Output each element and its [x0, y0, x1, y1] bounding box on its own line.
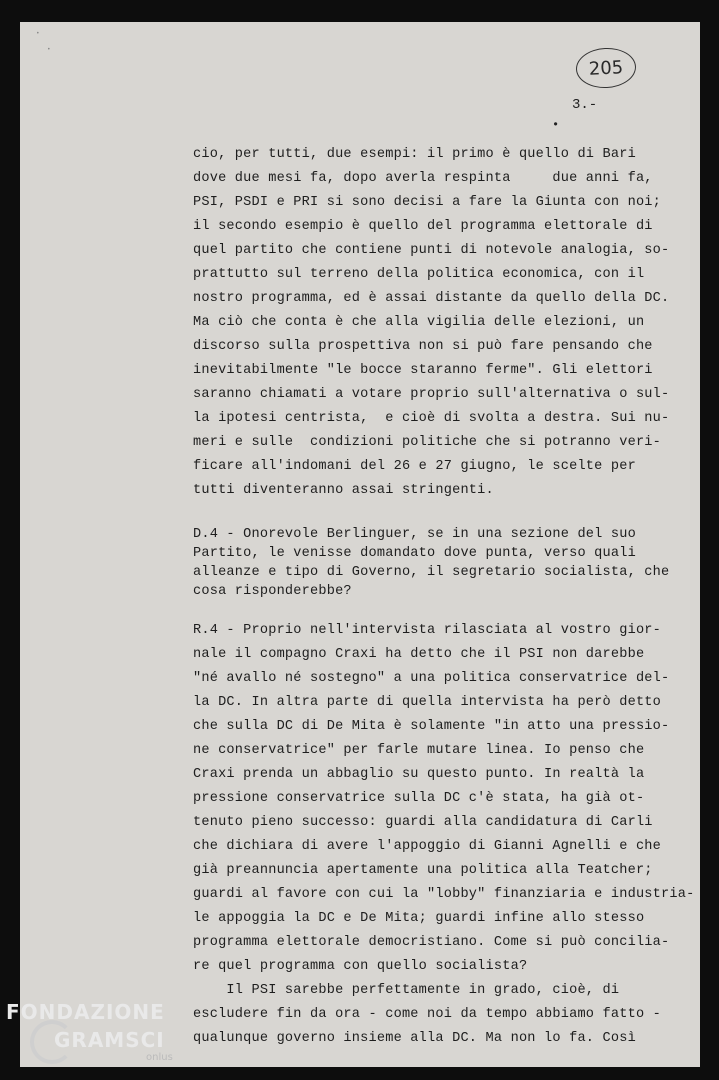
- text-line: pressione conservatrice sulla DC c'è stata, ha già ot-: [193, 791, 645, 806]
- text-line: saranno chiamati a votare proprio sull'alternativa o sul-: [193, 387, 670, 402]
- fondazione-gramsci-watermark: [6, 1000, 206, 1080]
- text-line: il secondo esempio è quello del programma elettorale di: [193, 219, 653, 234]
- watermark-suffix: onlus: [146, 1052, 173, 1063]
- ink-speck: •: [36, 30, 40, 37]
- text-line: prattutto sul terreno della politica economica, con il: [193, 267, 645, 282]
- text-line: già preannuncia apertamente una politica alla Teatcher;: [193, 863, 653, 878]
- question-4: [193, 525, 670, 601]
- text-line: la DC. In altra parte di quella intervista ha però detto: [193, 695, 662, 710]
- text-line: meri e sulle condizioni politiche che si potranno veri-: [193, 435, 662, 450]
- text-line: che sulla DC di De Mita è solamente "in atto una pressio-: [193, 719, 670, 734]
- text-line: dove due mesi fa, dopo averla respinta due anni fa,: [193, 171, 653, 186]
- text-line: tenuto pieno successo: guardi alla candidatura di Carli: [193, 815, 653, 830]
- text-line: che dichiara di avere l'appoggio di Gianni Agnelli e che: [193, 839, 662, 854]
- archive-number: 205: [588, 56, 624, 80]
- text-line: quel partito che contiene punti di notevole analogia, so-: [193, 243, 670, 258]
- text-line: programma elettorale democristiano. Come si può concilia-: [193, 935, 670, 950]
- ink-mark: •: [552, 118, 560, 132]
- text-line: la ipotesi centrista, e cioè di svolta a destra. Sui nu-: [193, 411, 670, 426]
- text-line: le appoggia la DC e De Mita; guardi infine allo stesso: [193, 911, 645, 926]
- text-line: Partito, le venisse domandato dove punta, verso quali: [193, 546, 636, 561]
- page-number: 3.-: [572, 97, 598, 113]
- text-line: PSI, PSDI e PRI si sono decisi a fare la Giunta con noi;: [193, 195, 662, 210]
- ink-speck: •: [47, 46, 51, 53]
- text-line: escludere fin da ora - come noi da tempo abbiamo fatto -: [193, 1007, 662, 1022]
- text-line: discorso sulla prospettiva non si può fare pensando che: [193, 339, 653, 354]
- text-line: re quel programma con quello socialista?: [193, 959, 528, 974]
- text-line: cosa risponderebbe?: [193, 584, 352, 599]
- text-line: Ma ciò che conta è che alla vigilia delle elezioni, un: [193, 315, 645, 330]
- text-line: nale il compagno Craxi ha detto che il PSI non darebbe: [193, 647, 645, 662]
- text-line: guardi al favore con cui la "lobby" finanziaria e industria-: [193, 887, 695, 902]
- text-line: R.4 - Proprio nell'intervista rilasciata al vostro gior-: [193, 623, 662, 638]
- text-line: ne conservatrice" per farle mutare linea. Io penso che: [193, 743, 645, 758]
- text-line: Il PSI sarebbe perfettamente in grado, cioè, di: [193, 983, 620, 998]
- text-line: tutti diventeranno assai stringenti.: [193, 483, 494, 498]
- watermark-line-1: FONDAZIONE: [6, 1000, 165, 1024]
- text-line: inevitabilmente "le bocce staranno ferme". Gli elettori: [193, 363, 653, 378]
- text-line: "né avallo né sostegno" a una politica conservatrice del-: [193, 671, 670, 686]
- text-line: D.4 - Onorevole Berlinguer, se in una sezione del suo: [193, 527, 636, 542]
- text-line: ficare all'indomani del 26 e 27 giugno, le scelte per: [193, 459, 636, 474]
- text-line: cio, per tutti, due esempi: il primo è quello di Bari: [193, 147, 636, 162]
- text-line: Craxi prenda un abbaglio su questo punto. In realtà la: [193, 767, 645, 782]
- text-line: qualunque governo insieme alla DC. Ma non lo fa. Così: [193, 1031, 636, 1046]
- text-line: alleanze e tipo di Governo, il segretario socialista, che: [193, 565, 670, 580]
- watermark-line-2: GRAMSCI: [54, 1028, 165, 1052]
- answer-3-continuation: [193, 143, 670, 503]
- text-line: nostro programma, ed è assai distante da quello della DC.: [193, 291, 670, 306]
- answer-4: [193, 619, 695, 1051]
